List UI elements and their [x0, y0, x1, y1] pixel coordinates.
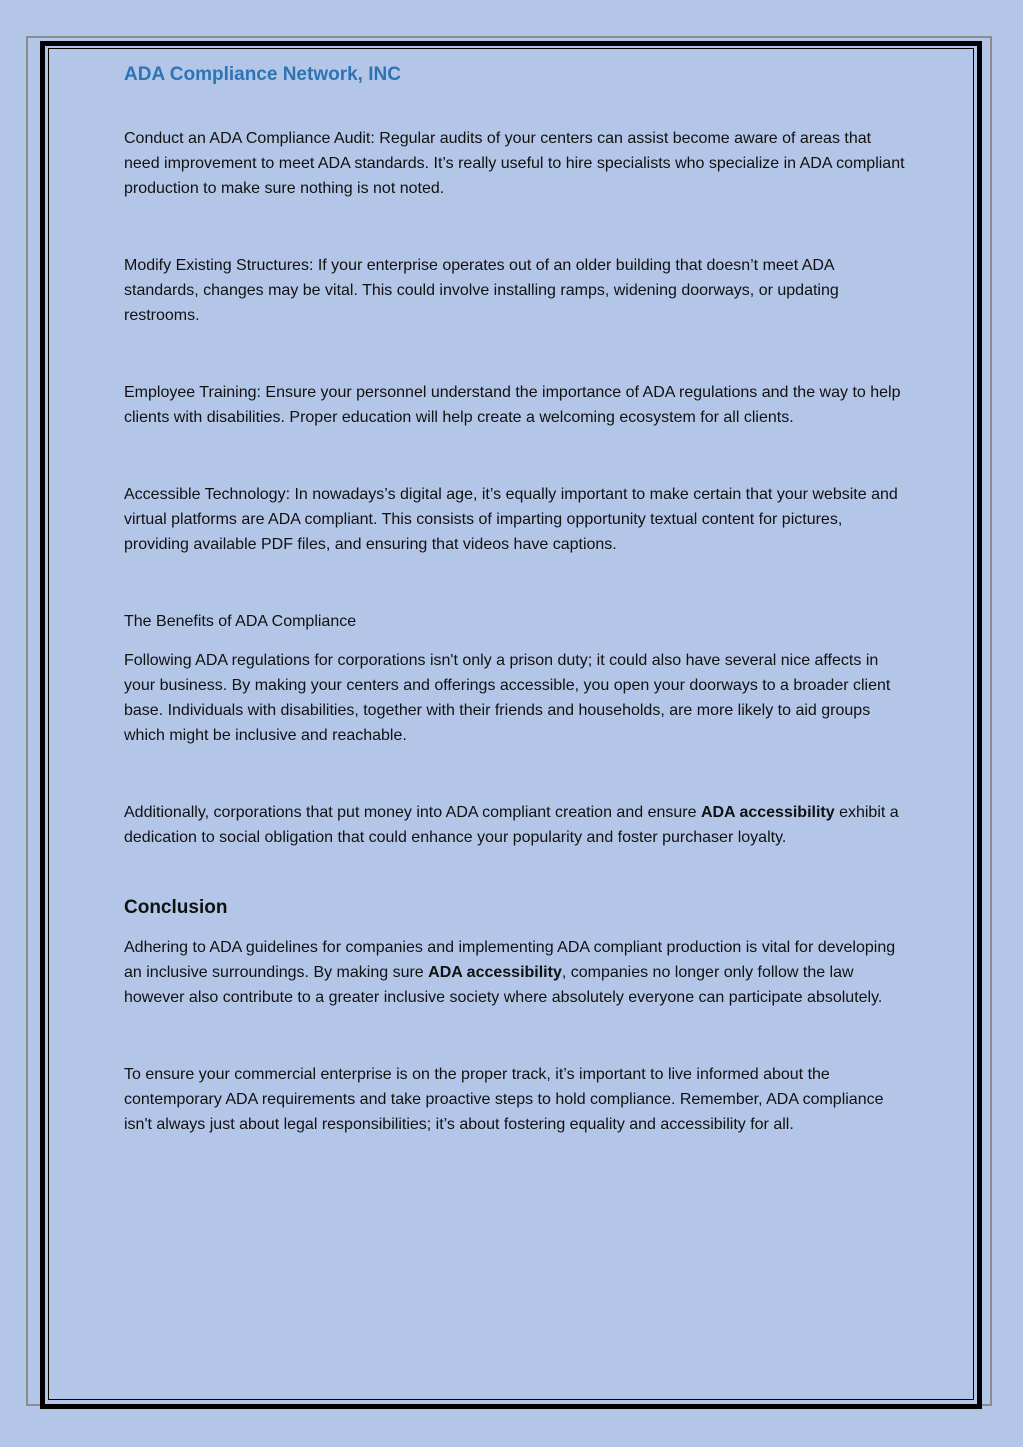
conclusion-heading: Conclusion — [124, 897, 228, 918]
ada-accessibility-bold: ADA accessibility — [700, 804, 835, 821]
paragraph-accessible-technology: Accessible Technology: In nowadays’s digital age, it’s equally important to make certain that your website and virtual platforms are ADA compliant. This consists of imparting opportunity textual content for pictures, providing available PDF files, and ensuring that videos have captions. — [124, 486, 898, 553]
paragraph-conclusion-1-text-b: , companies no longer only follow the law however also contribute to a greater inclusive society where absolutely everyone can participate absolutely. — [124, 964, 883, 1006]
paragraph-benefits-2 — [124, 800, 909, 850]
paragraph-benefits-1: Following ADA regulations for corporations isn't only a prison duty; it could also have several nice affects in your business. By making your centers and offerings accessible, you open your doorways to a broader client base. Individuals with disabilities, together with their friends and households, are more likely to aid groups which might be inclusive and reachable. — [124, 652, 891, 744]
document-title: ADA Compliance Network, INC — [124, 64, 401, 85]
document-content — [124, 60, 909, 1137]
paragraph-conclusion-2: To ensure your commercial enterprise is on the proper track, it’s important to live informed about the contemporary ADA requirements and take proactive steps to hold compliance. Remember, ADA compliance isn't always just about legal responsibilities; it’s about fostering equality and accessibility for all. — [124, 1066, 884, 1133]
paragraph-audit: Conduct an ADA Compliance Audit: Regular audits of your centers can assist become aware of areas that need improvement to meet ADA standards. It’s really useful to hire specialists who specialize in ADA compliant production to make sure nothing is not noted. — [124, 130, 905, 197]
paragraph-conclusion-1 — [124, 935, 909, 1010]
paragraph-modify-structures: Modify Existing Structures: If your enterprise operates out of an older building that doesn’t meet ADA standards, changes may be vital. This could involve installing ramps, widening doorways, or updating restrooms. — [124, 257, 839, 324]
ada-accessibility-bold: ADA accessibility — [428, 964, 562, 981]
paragraph-employee-training: Employee Training: Ensure your personnel understand the importance of ADA regulations and the way to help clients with disabilities. Proper education will help create a welcoming ecosystem for all clients. — [124, 384, 901, 426]
paragraph-conclusion-1-text-a: Adhering to ADA guidelines for companies and implementing ADA compliant production is vital for developing an inclusive surroundings. By making sure — [124, 939, 896, 981]
paragraph-benefits-2-text-a: Additionally, corporations that put money into ADA compliant creation and ensure — [124, 804, 701, 821]
paragraph-benefits-2-text-b: exhibit a dedication to social obligation that could enhance your popularity and foster purchaser loyalty. — [124, 804, 899, 846]
benefits-heading: The Benefits of ADA Compliance — [124, 613, 357, 630]
